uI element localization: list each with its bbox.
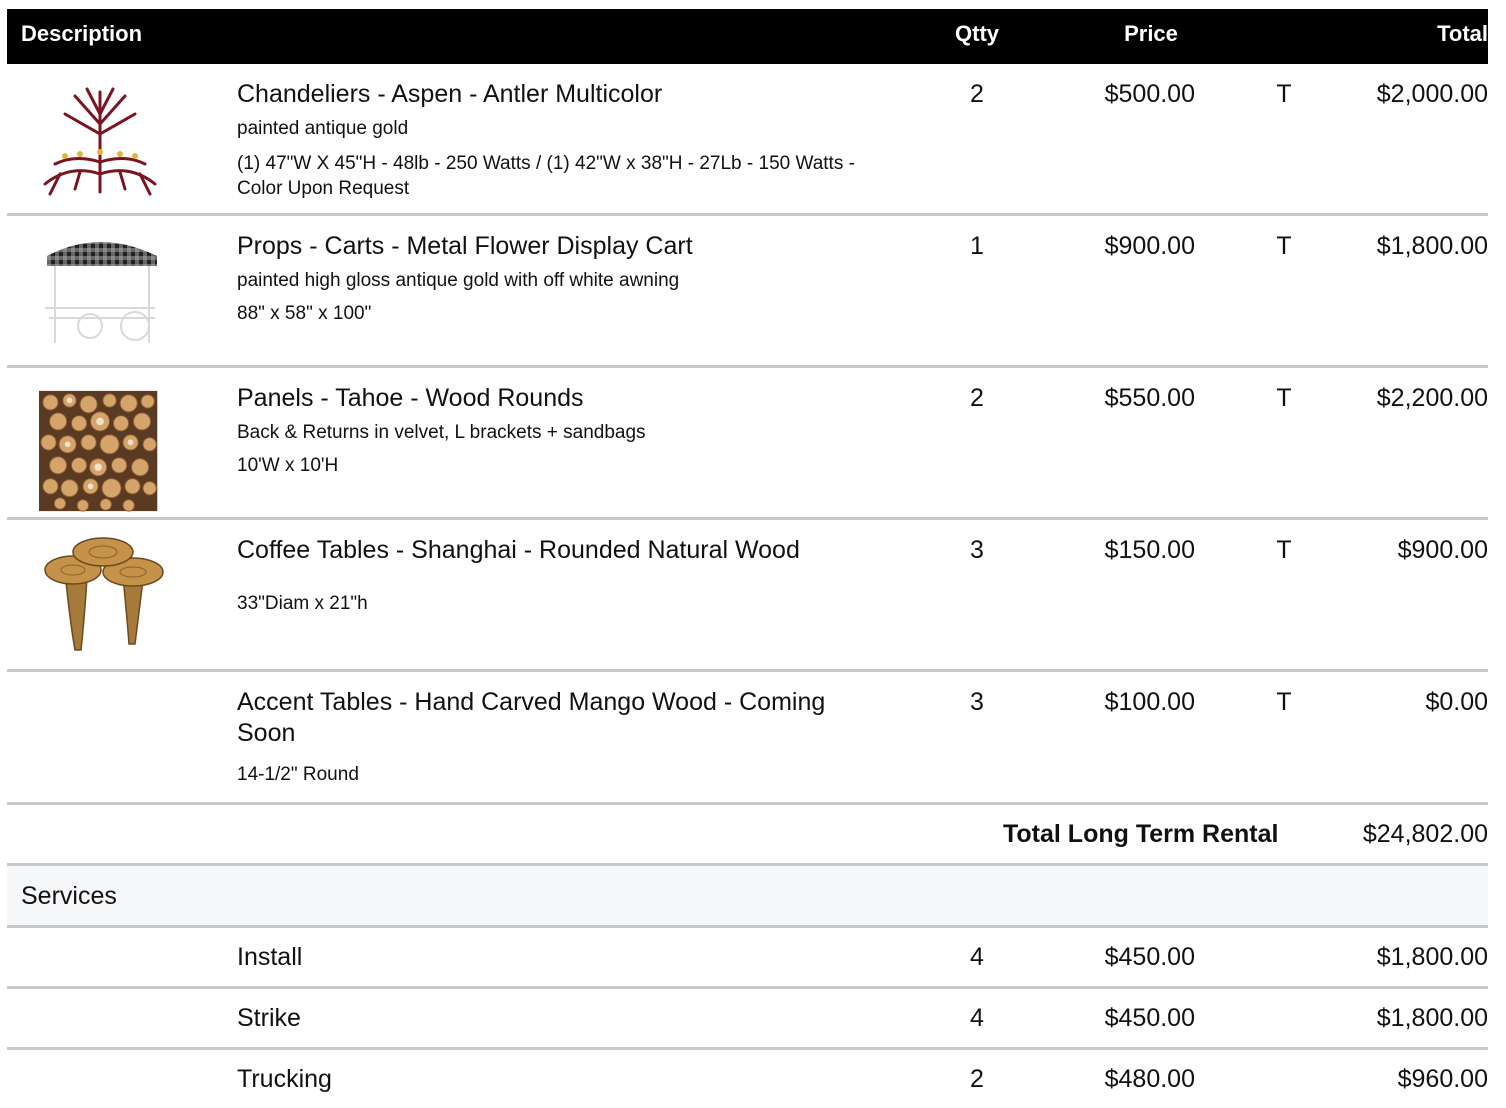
item-finish: Back & Returns in velvet, L brackets + sandbags <box>237 422 646 443</box>
invoice-table <box>7 9 1488 1108</box>
item-title: Props - Carts - Metal Flower Display Cart <box>237 232 693 260</box>
service-price: $480.00 <box>1104 1065 1195 1093</box>
table-row <box>7 520 1488 672</box>
service-row <box>7 928 1488 989</box>
item-finish: painted antique gold <box>237 118 409 139</box>
subtotal-value: $24,802.00 <box>1362 820 1488 848</box>
item-price: $550.00 <box>1104 384 1195 412</box>
item-dimensions: 88" x 58" x 100" <box>237 303 372 324</box>
header-description: Description <box>21 21 143 46</box>
item-qty: 1 <box>970 232 984 260</box>
table-row <box>7 216 1488 368</box>
service-title: Install <box>237 943 303 971</box>
services-section-header <box>7 866 1488 928</box>
service-row <box>7 989 1488 1050</box>
item-finish: painted high gloss antique gold with off white awning <box>237 270 680 291</box>
item-dimensions: 14-1/2" Round <box>237 764 359 785</box>
item-price: $100.00 <box>1104 688 1195 716</box>
item-qty: 2 <box>970 384 984 412</box>
table-row <box>7 64 1488 216</box>
service-price: $450.00 <box>1104 943 1195 971</box>
subtotal-label: Total Long Term Rental <box>1003 820 1279 848</box>
header-qty: Qtty <box>955 21 999 46</box>
item-tax-flag: T <box>1276 232 1292 260</box>
coffee-table-image <box>35 532 165 658</box>
service-qty: 2 <box>970 1065 984 1093</box>
item-price: $150.00 <box>1104 536 1195 564</box>
item-total: $0.00 <box>1425 688 1488 716</box>
service-title: Trucking <box>237 1065 332 1093</box>
item-tax-flag: T <box>1276 536 1292 564</box>
chandelier-image <box>35 84 165 210</box>
service-title: Strike <box>237 1004 301 1032</box>
item-total: $2,000.00 <box>1376 80 1488 108</box>
item-price: $900.00 <box>1104 232 1195 260</box>
services-heading: Services <box>21 882 117 910</box>
table-header <box>7 9 1488 64</box>
service-total: $960.00 <box>1397 1065 1488 1093</box>
table-row <box>7 368 1488 520</box>
subtotal-row <box>7 805 1488 866</box>
item-tax-flag: T <box>1276 384 1292 412</box>
service-qty: 4 <box>970 1004 984 1032</box>
item-title: Accent Tables - Hand Carved Mango Wood - Coming Soon <box>237 688 826 747</box>
item-qty: 2 <box>970 80 984 108</box>
item-title: Panels - Tahoe - Wood Rounds <box>237 384 584 412</box>
item-dimensions: 10'W x 10'H <box>237 455 339 476</box>
wood-panel-image <box>39 388 163 514</box>
service-total: $1,800.00 <box>1376 1004 1488 1032</box>
service-total: $1,800.00 <box>1376 943 1488 971</box>
item-tax-flag: T <box>1276 80 1292 108</box>
item-price: $500.00 <box>1104 80 1195 108</box>
item-total: $1,800.00 <box>1376 232 1488 260</box>
item-total: $900.00 <box>1397 536 1488 564</box>
header-total: Total <box>1437 21 1488 46</box>
item-qty: 3 <box>970 536 984 564</box>
item-title: Coffee Tables - Shanghai - Rounded Natural Wood <box>237 536 800 564</box>
item-total: $2,200.00 <box>1376 384 1488 412</box>
item-title: Chandeliers - Aspen - Antler Multicolor <box>237 80 663 108</box>
item-dimensions: 33"Diam x 21"h <box>237 593 368 614</box>
item-qty: 3 <box>970 688 984 716</box>
service-qty: 4 <box>970 943 984 971</box>
service-row <box>7 1050 1488 1108</box>
header-price: Price <box>1124 21 1178 46</box>
item-dimensions: (1) 47"W X 45"H - 48lb - 250 Watts / (1) 42"W x 38"H - 27Lb - 150 Watts - Color Upon Request <box>237 153 855 199</box>
service-price: $450.00 <box>1104 1004 1195 1032</box>
item-tax-flag: T <box>1276 688 1292 716</box>
flower-cart-image <box>35 228 165 354</box>
table-row <box>7 672 1488 805</box>
